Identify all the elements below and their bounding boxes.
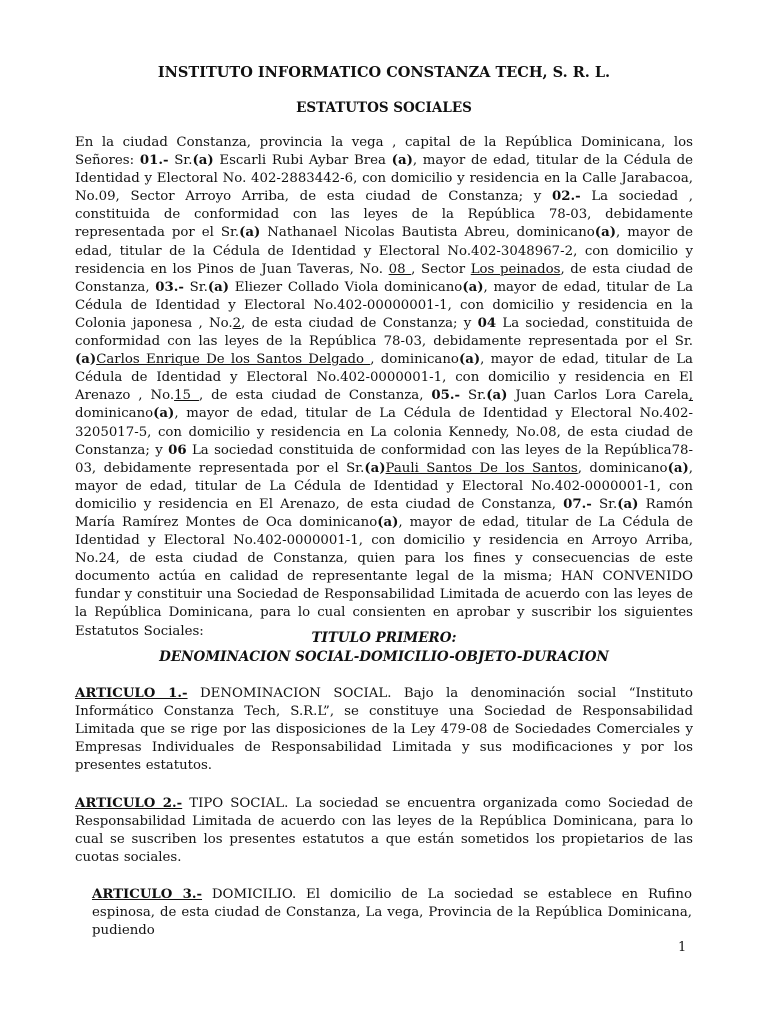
party-number: 03.- <box>155 279 184 295</box>
party-number: 05.- <box>431 388 461 404</box>
gender-marker: (a) <box>486 388 508 404</box>
gender-marker: (a) <box>153 406 175 422</box>
underlined-field: 2 <box>232 315 242 331</box>
document-title: INSTITUTO INFORMATICO CONSTANZA TECH, S. R. L. <box>157 64 611 81</box>
intro-text: , de esta ciudad de Constanza, <box>75 261 694 295</box>
underlined-field: Pauli Santos De los Santos <box>385 460 578 476</box>
intro-text: , mayor de edad, titular de La Cédula de Identidad y Electoral No.402-00000001-1, con domicilio y residencia en la Colonia japonesa , No. <box>75 279 694 331</box>
article-text: TIPO SOCIAL. La sociedad se encuentra organizada como Sociedad de Responsabilidad Limitada de acuerdo con las leyes de la República Dominicana, para lo cual se suscriben los presentes estatutos a que están sometidos los propietarios de las cuotas sociales. <box>75 796 693 866</box>
gender-marker: (a) <box>207 279 230 295</box>
intro-text: , mayor de edad, titular de La Cédula de Identidad y Electoral No.402-0000001-1, con domicilio y residencia en Arroyo Arriba, No.24, de esta ciudad de Constanza, quien para los fines y consecuencias de este documento actúa en calidad de representante legal de la misma; HAN CONVENIDO fundar y constituir una Sociedad de Responsabilidad Limitada de acuerdo con las leyes de la República Dominicana, para lo cual consienten en aprobar y suscribir los siguientes Estatutos Sociales: <box>75 514 693 639</box>
intro-text: , dominicano <box>370 352 459 368</box>
gender-marker: (a) <box>594 225 616 241</box>
article-label: ARTICULO 1.- <box>75 686 188 701</box>
gender-marker: (a) <box>391 153 413 169</box>
party-number: 07.- <box>563 496 592 512</box>
intro-text: , de esta ciudad de Constanza; y <box>241 315 478 331</box>
intro-text: Nathanael Nicolas Bautista Abreu, dominicano <box>260 225 595 241</box>
intro-text: Sr. <box>168 153 193 169</box>
intro-text: Escarli Rubi Aybar Brea <box>213 153 392 169</box>
gender-marker: (a) <box>239 225 261 241</box>
gender-marker: (a) <box>667 460 689 476</box>
intro-text: , mayor de edad, titular de la Cédula de Identidad y Electoral No. 402-2883442-6, con domicilio y residencia en la Calle Jarabacoa, No.09, Sector Arroyo Arriba, de esta ciudad de Constanza; y <box>75 153 693 205</box>
intro-text: dominicano <box>75 406 154 422</box>
titulo-primero-subheading: DENOMINACION SOCIAL-DOMICILIO-OBJETO-DURACION <box>159 649 609 665</box>
article-1 <box>75 685 693 775</box>
underlined-field: Los peinados <box>470 261 561 277</box>
underlined-field: 08 <box>388 261 412 277</box>
underlined-field: , <box>688 388 693 404</box>
intro-text: En la ciudad Constanza, provincia la vega , capital de la República Dominicana, los Señores: <box>75 135 693 169</box>
intro-text: La sociedad, constituida de conformidad con las leyes de la República 78-03, debidamente representada por el Sr. <box>75 315 693 350</box>
intro-text: , mayor de edad, titular de La Cédula de Identidad y Electoral No.402-0000001-1, con domicilio y residencia en El Arenazo, de esta ciudad de Constanza, <box>75 460 694 512</box>
article-text: DOMICILIO. El domicilio de La sociedad se establece en Rufino espinosa, de esta ciudad de Constanza, La vega, Provincia de la República Dominicana, pudiendo <box>92 887 692 939</box>
intro-text: , de esta ciudad de Constanza, <box>198 388 432 404</box>
intro-text: La sociedad , constituida de conformidad con las leyes de la República 78-03, debidamente representada por el Sr. <box>75 189 694 241</box>
gender-marker: (a) <box>75 352 97 368</box>
party-number: 02.- <box>552 189 581 205</box>
intro-text: Sr. <box>591 496 618 512</box>
intro-text: Sr. <box>183 279 208 295</box>
intro-text: , Sector <box>411 261 471 277</box>
titulo-primero-line: TITULO PRIMERO: <box>311 630 457 646</box>
intro-paragraph <box>75 134 693 641</box>
article-3 <box>92 886 692 940</box>
intro-text: , dominicano <box>577 460 668 476</box>
party-number: 06 <box>168 442 187 458</box>
underlined-field: Carlos Enrique De los Santos Delgado <box>96 352 371 368</box>
party-number: 01.- <box>139 153 169 169</box>
intro-text: Juan Carlos Lora Carela <box>507 388 689 404</box>
titulo-primero-heading <box>0 629 768 667</box>
gender-marker: (a) <box>192 153 214 169</box>
article-2 <box>75 795 693 867</box>
intro-text: Eliezer Collado Viola dominicano <box>229 279 463 295</box>
gender-marker: (a) <box>462 279 484 295</box>
underlined-field: 15 <box>174 388 199 404</box>
article-text: DENOMINACION SOCIAL. Bajo la denominación social “Instituto Informático Constanza Tech, S.R.L”, se constituye una Sociedad de Responsabilidad Limitada que se rige por las disposiciones de la Ley 479-08 de Sociedades Comerciales y Empresas Individuales de Responsabilidad Limitada y sus modificaciones y por los presentes estatutos. <box>75 686 693 774</box>
article-label: ARTICULO 2.- <box>75 796 183 811</box>
intro-text: , mayor de edad, titular de La Cédula de Identidad y Electoral No.402-3205017-5, con domicilio y residencia en La colonia Kennedy, No.08, de esta ciudad de Constanza; y <box>75 406 693 458</box>
document-subtitle: ESTATUTOS SOCIALES <box>296 100 472 116</box>
gender-marker: (a) <box>458 352 481 368</box>
intro-text: Sr. <box>460 388 487 404</box>
intro-text: , mayor de edad, titular de la Cédula de Identidad y Electoral No.402-3048967-2, con domicilio y residencia en los Pinos de Juan Taveras, No. <box>75 225 693 277</box>
gender-marker: (a) <box>617 496 639 512</box>
party-number: 04 <box>477 315 497 331</box>
page-number: 1 <box>678 940 687 955</box>
gender-marker: (a) <box>364 460 386 476</box>
intro-text: , mayor de edad, titular de La Cédula de Identidad y Electoral No.402-0000001-1, con domicilio y residencia en El Arenazo , No. <box>75 352 693 404</box>
gender-marker: (a) <box>377 514 399 530</box>
intro-text: La sociedad constituida de conformidad con las leyes de la República78-03, debidamente representada por el Sr. <box>75 442 694 476</box>
intro-text: Ramón María Ramírez Montes de Oca dominicano <box>75 496 693 530</box>
article-label: ARTICULO 3.- <box>92 887 203 902</box>
